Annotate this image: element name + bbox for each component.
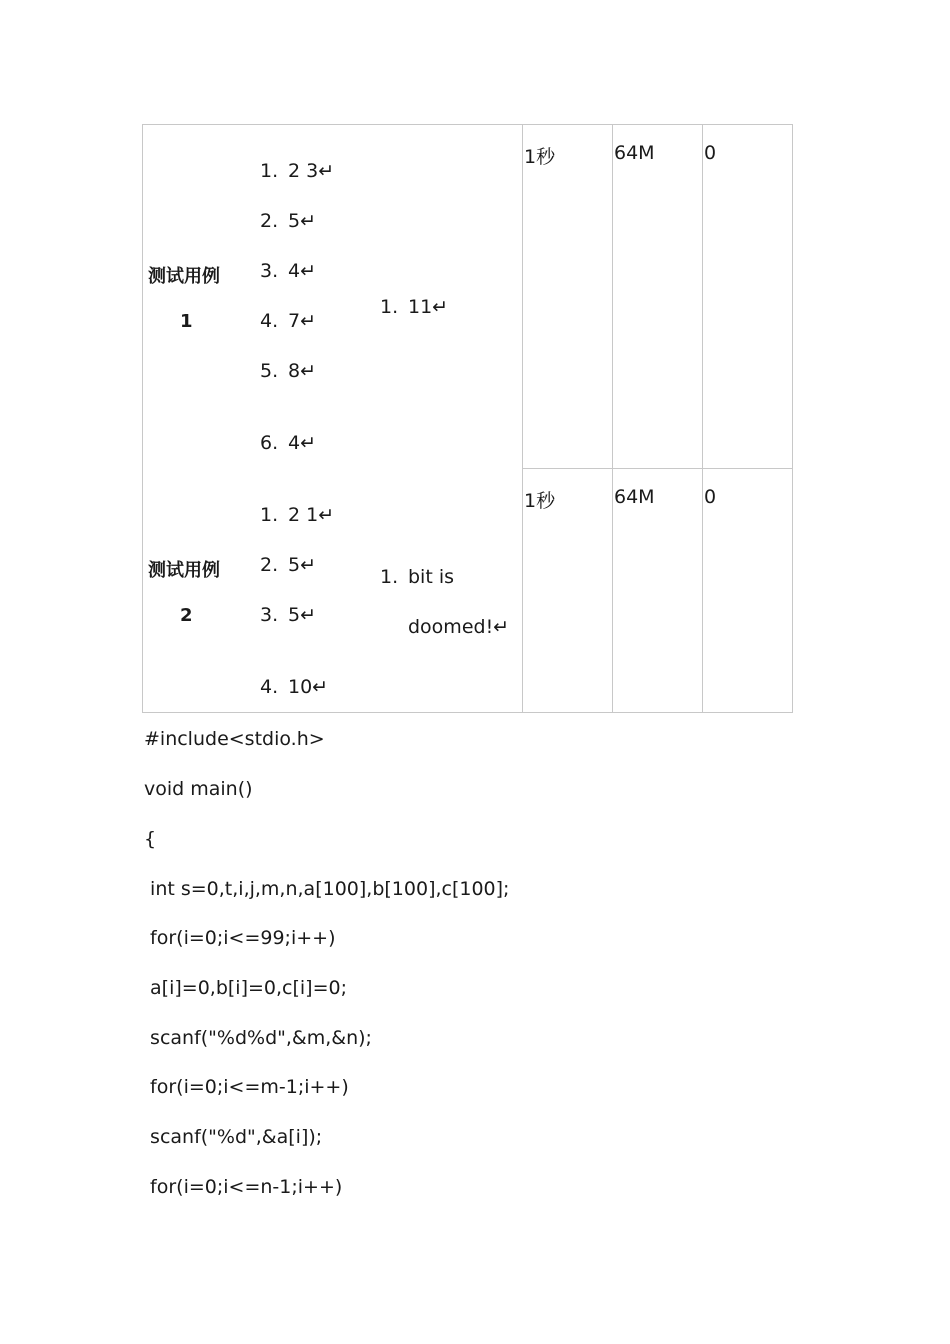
memory-limit: 64M	[614, 142, 655, 164]
input-line: 5. 8↵	[260, 360, 317, 382]
code-line: for(i=0;i<=99;i++)	[144, 927, 336, 949]
input-line: 2. 5↵	[260, 210, 317, 232]
input-line: 6. 4↵	[260, 432, 317, 454]
code-line: {	[144, 828, 157, 850]
code-line: #include<stdio.h>	[144, 728, 325, 750]
code-line: for(i=0;i<=n-1;i++)	[144, 1176, 343, 1198]
code-line: scanf("%d",&a[i]);	[144, 1126, 323, 1148]
time-limit: 1秒	[524, 490, 556, 512]
input-line: 1. 2 1↵	[260, 504, 335, 526]
score: 0	[704, 486, 717, 508]
input-line: 4. 10↵	[260, 676, 329, 698]
output-line: doomed!↵	[408, 616, 510, 638]
case-number: 1	[180, 311, 193, 332]
case-number: 2	[180, 605, 193, 626]
input-line: 2. 5↵	[260, 554, 317, 576]
time-limit: 1秒	[524, 146, 556, 168]
code-line: int s=0,t,i,j,m,n,a[100],b[100],c[100];	[144, 878, 510, 900]
case-label: 测试用例	[148, 266, 220, 287]
output-line: 1. bit is	[380, 566, 455, 588]
case-label: 测试用例	[148, 560, 220, 581]
code-line: for(i=0;i<=m-1;i++)	[144, 1076, 349, 1098]
input-line: 4. 7↵	[260, 310, 317, 332]
code-line: scanf("%d%d",&m,&n);	[144, 1027, 372, 1049]
input-line: 1. 2 3↵	[260, 160, 335, 182]
memory-limit: 64M	[614, 486, 655, 508]
score: 0	[704, 142, 717, 164]
code-line: a[i]=0,b[i]=0,c[i]=0;	[144, 977, 348, 999]
code-line: void main()	[144, 778, 253, 800]
output-line: 1. 11↵	[380, 296, 449, 318]
input-line: 3. 5↵	[260, 604, 317, 626]
input-line: 3. 4↵	[260, 260, 317, 282]
